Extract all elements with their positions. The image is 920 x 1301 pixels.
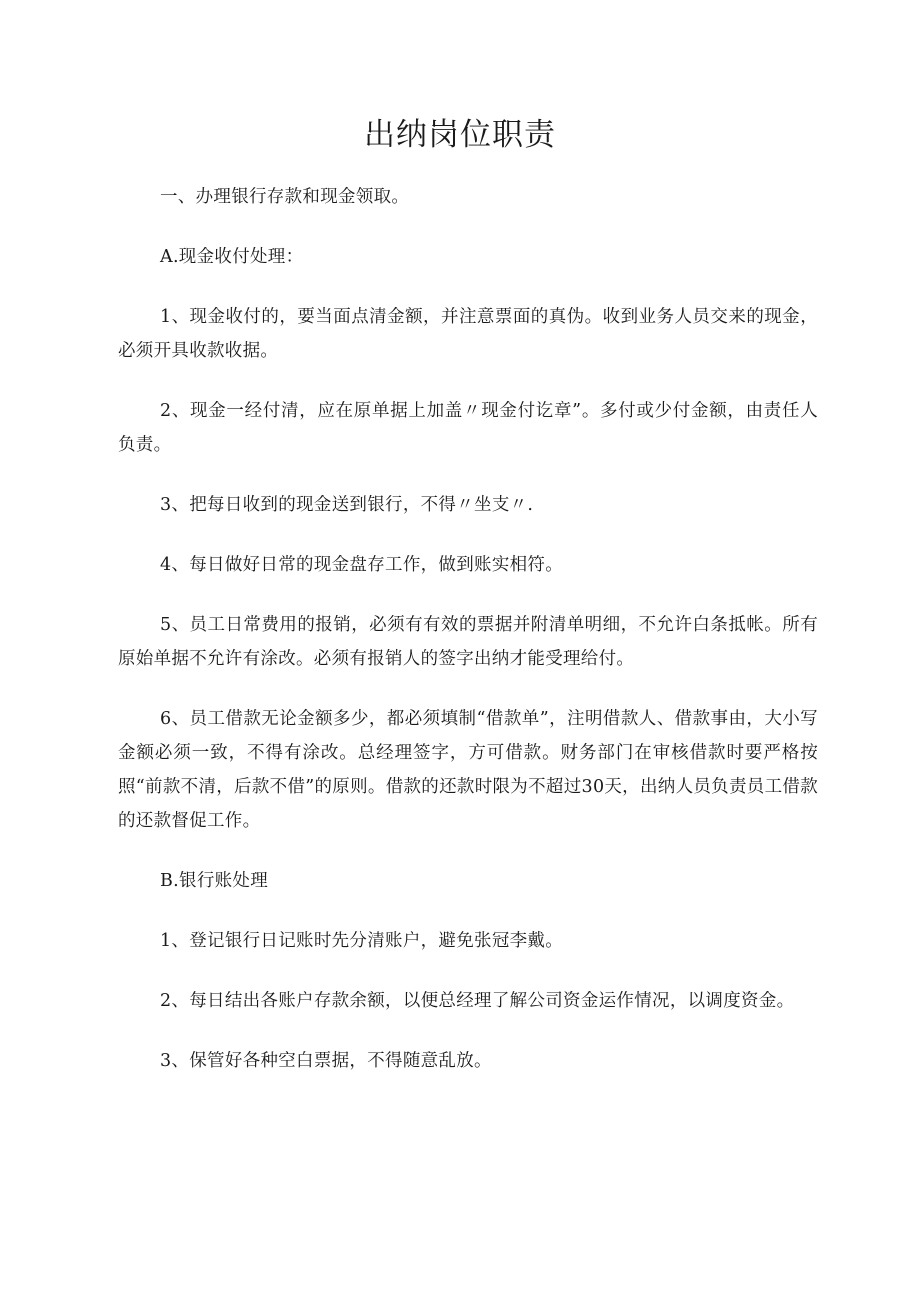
subsection-heading-b: B.银行账处理 [160, 871, 269, 891]
document-body [118, 180, 818, 1104]
paragraph-a2: 2、现金一经付清，应在原单据上加盖〃现金付讫章”。多付或少付金额，由责任人负责。 [118, 401, 818, 455]
paragraph-a4: 4、每日做好日常的现金盘存工作，做到账实相符。 [160, 555, 564, 575]
document-title: 出纳岗位职责 [364, 117, 556, 153]
section-heading-1: 一、办理银行存款和现金领取。 [160, 187, 410, 207]
subsection-heading-a: A.现金收付处理： [160, 247, 304, 267]
paragraph-a1: 1、现金收付的，要当面点清金额，并注意票面的真伪。收到业务人员交来的现金，必须开具收款收据。 [118, 307, 818, 361]
paragraph-b1: 1、登记银行日记账时先分清账户，避免张冠李戴。 [160, 931, 564, 951]
paragraph-b2: 2、每日结出各账户存款余额，以便总经理了解公司资金运作情况，以调度资金。 [160, 991, 795, 1011]
paragraph-a6: 6、员工借款无论金额多少，都必须填制“借款单”，注明借款人、借款事由，大小写金额必须一致，不得有涂改。总经理签字，方可借款。财务部门在审核借款时要严格按照“前款不清，后款不借”的原则。借款的还款时限为不超过30天，出纳人员负责员工借款的还款督促工作。 [118, 709, 818, 831]
paragraph-a3: 3、把每日收到的现金送到银行，不得〃坐支〃. [160, 495, 534, 515]
paragraph-b3: 3、保管好各种空白票据，不得随意乱放。 [160, 1051, 492, 1071]
paragraph-a5: 5、员工日常费用的报销，必须有有效的票据并附清单明细，不允许白条抵帐。所有原始单据不允许有涂改。必须有报销人的签字出纳才能受理给付。 [118, 615, 818, 669]
